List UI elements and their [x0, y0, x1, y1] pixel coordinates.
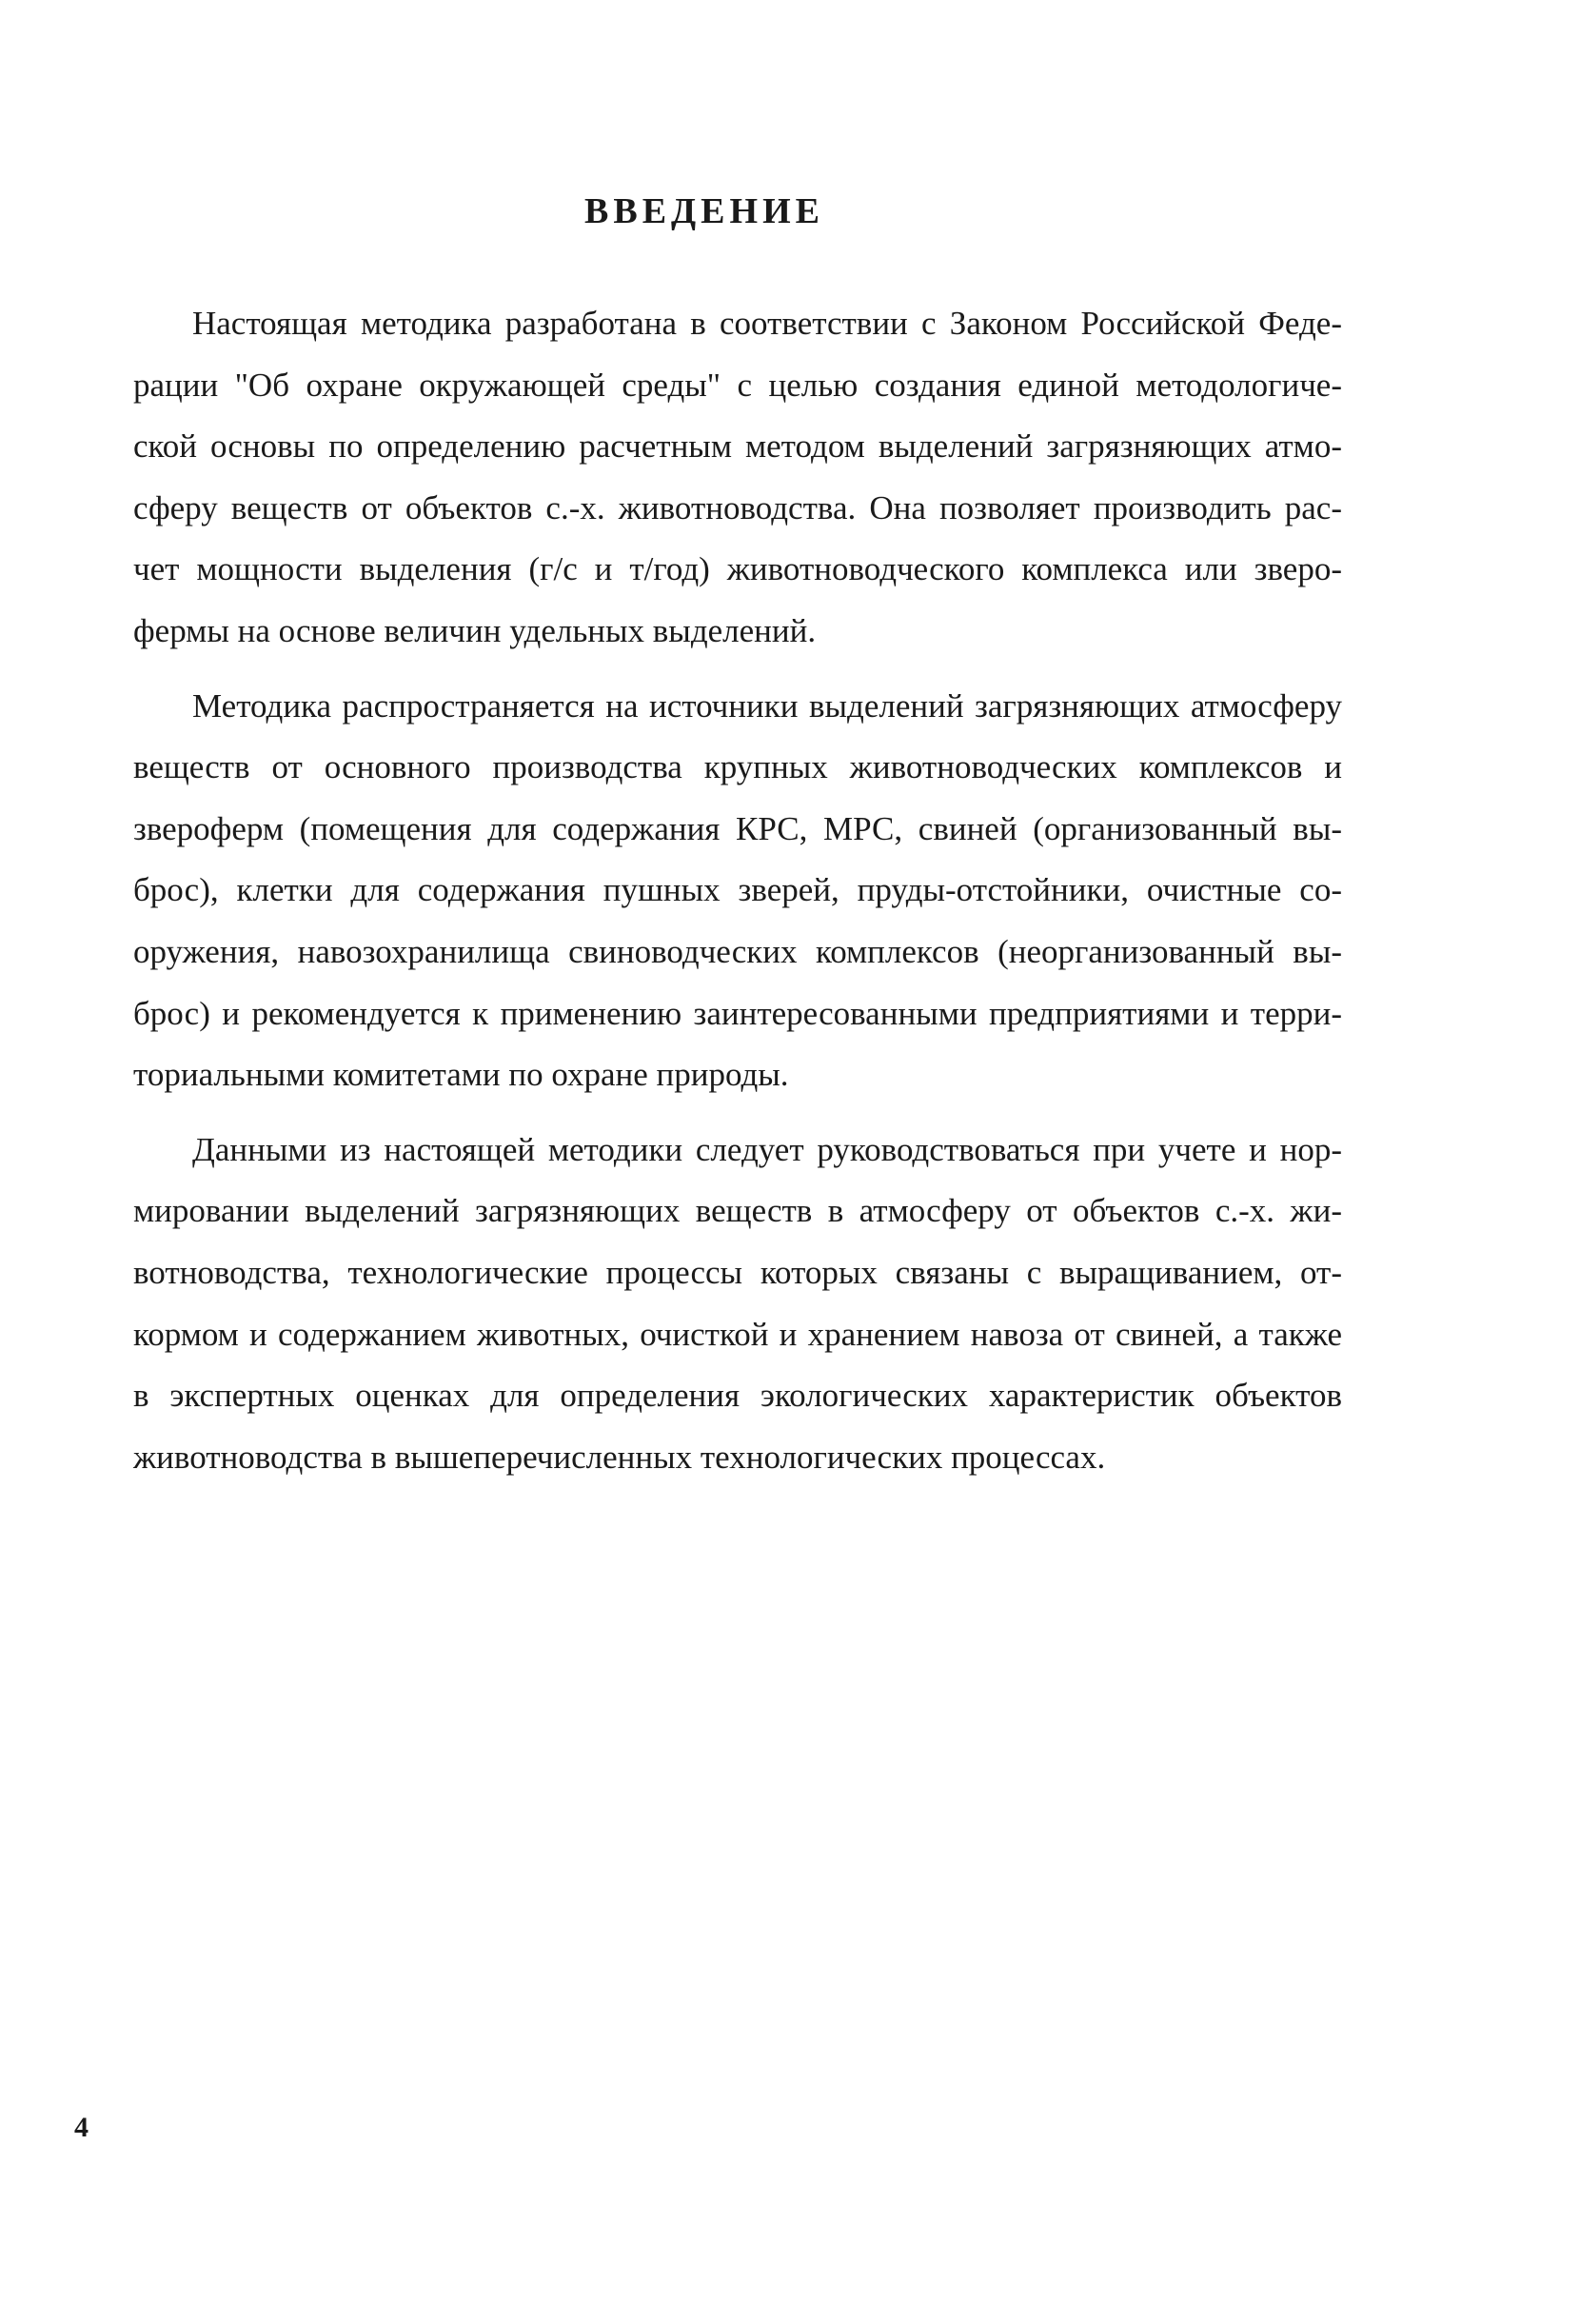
text-line: оружения, навозохранилища свиноводческих комплексов (неорганизованный вы- [133, 932, 1342, 970]
section-title: ВВЕДЕНИЕ [584, 191, 824, 231]
text-line: в экспертных оценках для определения экологических характеристик объектов [133, 1377, 1342, 1415]
text-line: мировании выделений загрязняющих веществ в атмосферу от объектов с.-х. жи- [133, 1192, 1342, 1230]
text-line: чет мощности выделения (г/с и т/год) животноводческого комплекса или зверо- [133, 550, 1342, 588]
paragraph-2 [74, 676, 1342, 1106]
paragraph-1 [74, 293, 1342, 663]
page-number: 4 [74, 2112, 89, 2143]
text-line: веществ от основного производства крупных животноводческих комплексов и [133, 748, 1342, 786]
paragraph-3 [74, 1120, 1342, 1489]
text-line: брос) и рекомендуется к применению заинтересованными предприятиями и терри- [133, 994, 1342, 1032]
text-line: рации "Об охране окружающей среды" с целью создания единой методологиче- [133, 366, 1342, 404]
text-line: сферу веществ от объектов с.-х. животноводства. Она позволяет производить рас- [133, 488, 1342, 526]
text-line: ской основы по определению расчетным методом выделений загрязняющих атмо- [133, 427, 1342, 466]
text-line: Методика распространяется на источники выделений загрязняющих атмосферу [192, 686, 1342, 725]
text-line: звероферм (помещения для содержания КРС, МРС, свиней (организованный вы- [133, 809, 1342, 847]
text-line: животноводства в вышеперечисленных технологических процессах. [133, 1438, 1106, 1476]
text-line: брос), клетки для содержания пушных зверей, пруды-отстойники, очистные со- [133, 871, 1342, 909]
body-text [74, 293, 1342, 1501]
text-line: Данными из настоящей методики следует руководствоваться при учете и нор- [192, 1130, 1342, 1168]
text-line: кормом и содержанием животных, очисткой и хранением навоза от свиней, а также [133, 1315, 1342, 1353]
text-line: Настоящая методика разработана в соответствии с Законом Российской Феде- [192, 305, 1342, 342]
text-line: фермы на основе величин удельных выделений. [133, 611, 817, 649]
text-line: ториальными комитетами по охране природы. [133, 1056, 789, 1094]
text-line: вотноводства, технологические процессы которых связаны с выращиванием, от- [133, 1253, 1342, 1291]
